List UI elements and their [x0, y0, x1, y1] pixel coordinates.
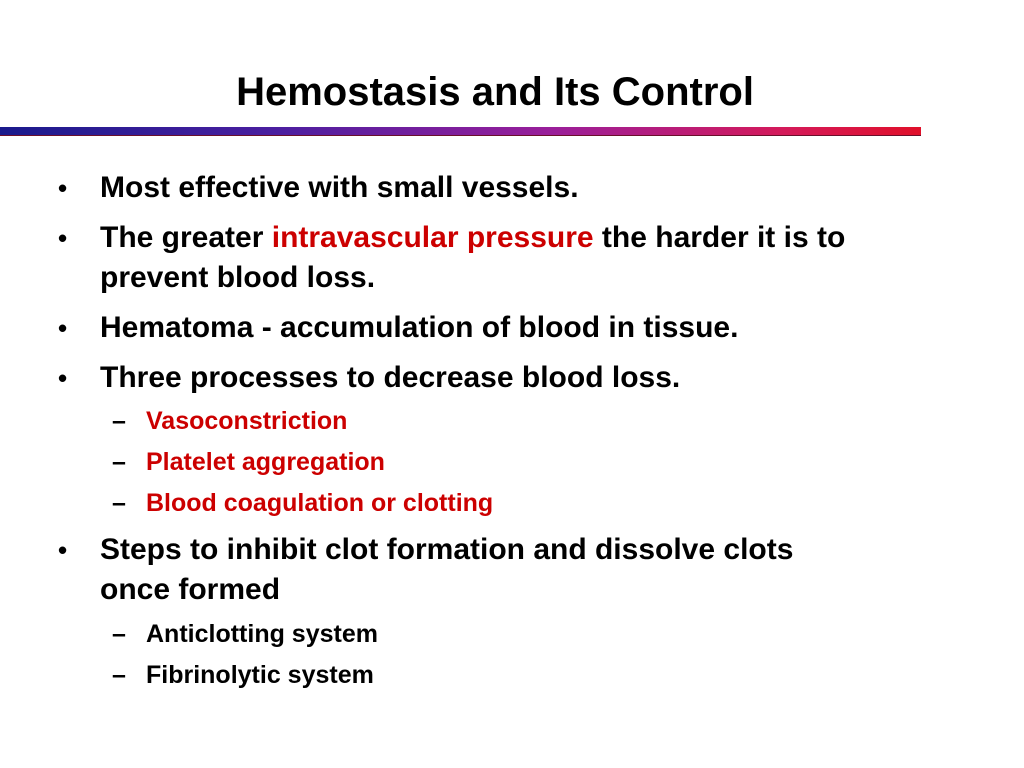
subitem-vasoconstriction: Vasoconstriction [146, 407, 348, 435]
subitem-anticlotting: Anticlotting system [146, 620, 378, 648]
bullet-symbol: • [58, 363, 68, 393]
bullet-hematoma: Hematoma - accumulation of blood in tissue. [100, 311, 739, 344]
bullet-text: the harder it is to [593, 221, 846, 254]
slide-title: Hemostasis and Its Control [236, 70, 754, 114]
bullet-three-processes: Three processes to decrease blood loss. [100, 361, 681, 394]
highlighted-term: intravascular pressure [271, 221, 594, 254]
subitem-dash: – [112, 661, 126, 689]
bullet-symbol: • [58, 173, 68, 203]
bullet-continuation: prevent blood loss. [100, 261, 376, 294]
subitem-dash: – [112, 407, 126, 435]
bullet-inhibit-clot: Steps to inhibit clot formation and dissolve clots [100, 533, 794, 566]
subitem-dash: – [112, 620, 126, 648]
subitem-dash: – [112, 489, 126, 517]
bullet-symbol: • [58, 223, 68, 253]
subitem-blood-coagulation: Blood coagulation or clotting [146, 489, 494, 517]
bullet-continuation: once formed [100, 573, 281, 606]
subitem-dash: – [112, 448, 126, 476]
subitem-platelet-aggregation: Platelet aggregation [146, 448, 385, 476]
bullet-symbol: • [58, 535, 68, 565]
bullet-symbol: • [58, 313, 68, 343]
bullet-small-vessels: Most effective with small vessels. [100, 171, 579, 204]
subitem-fibrinolytic: Fibrinolytic system [146, 661, 374, 689]
bullet-intravascular-pressure [100, 218, 845, 258]
bullet-text: The greater [100, 221, 272, 254]
